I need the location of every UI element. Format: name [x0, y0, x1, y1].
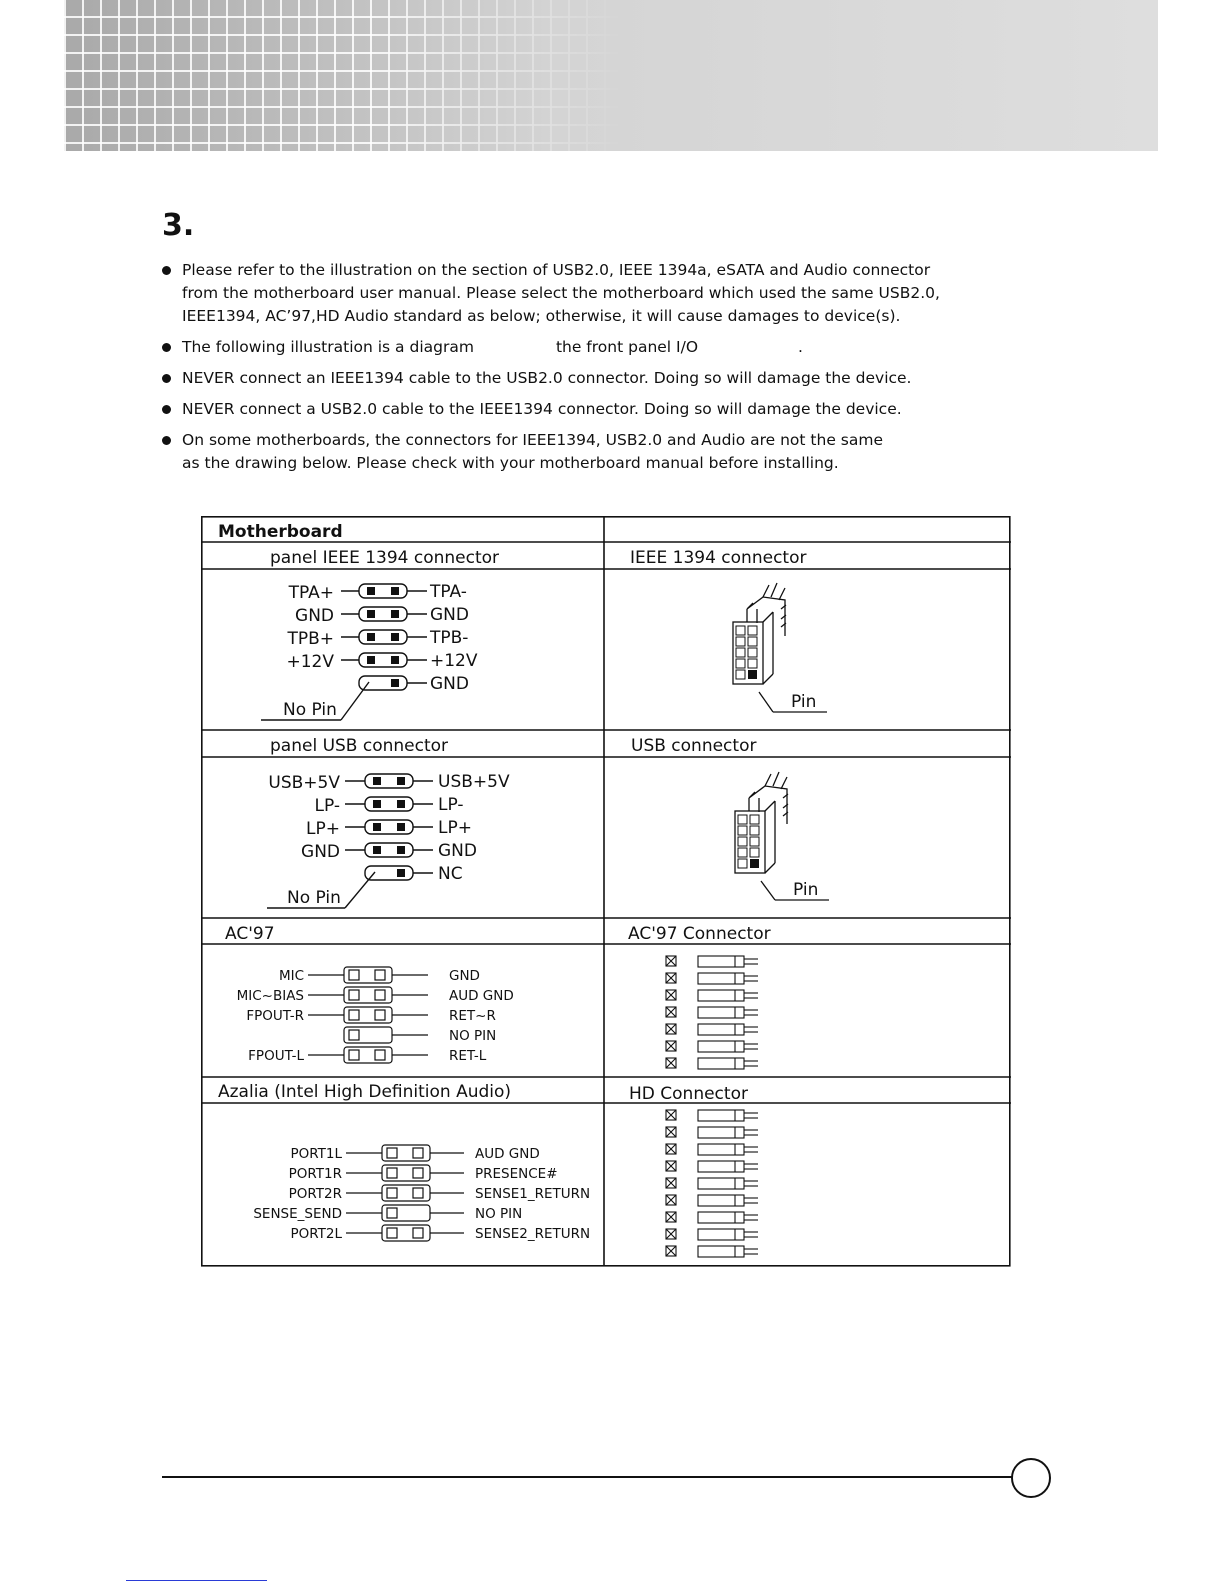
- bullet-text-part: .: [798, 338, 803, 356]
- bullet-text-line: Please refer to the illustration on the section of USB2.0, IEEE 1394a, eSATA and Audio connector: [182, 261, 931, 279]
- hd-right-title: HD Connector: [629, 1084, 748, 1104]
- ac97-pin-label: RET~R: [449, 1008, 496, 1024]
- hd-pin-label: PORT1R: [288, 1166, 342, 1182]
- ieee-pin-label: GND: [430, 605, 469, 625]
- ieee-right-title: IEEE 1394 connector: [630, 548, 807, 568]
- ieee-pin-label: +12V: [286, 652, 334, 672]
- bullet-icon: [162, 436, 171, 445]
- ac97-pin-header: [308, 967, 428, 1063]
- ac97-pin-label: FPOUT-L: [248, 1048, 304, 1064]
- ieee-left-title: panel IEEE 1394 connector: [270, 548, 500, 568]
- list-item: [162, 429, 1062, 475]
- table-header-left: Motherboard: [218, 522, 343, 542]
- ac97-pin-label: GND: [449, 968, 480, 984]
- ieee-pin-label: GND: [295, 606, 334, 626]
- usb-pin-label: NC: [438, 864, 463, 884]
- ac97-pin-label: MIC~BIAS: [236, 988, 304, 1004]
- bullet-text-line: as the drawing below. Please check with your motherboard manual before installing.: [182, 454, 839, 472]
- section-number: 3.: [162, 208, 195, 243]
- ieee-no-pin-label: No Pin: [283, 700, 337, 720]
- ieee-pin-label: TPB+: [287, 629, 334, 649]
- ac97-pin-label: RET-L: [449, 1048, 487, 1064]
- usb-no-pin-label: No Pin: [287, 888, 341, 908]
- ieee-pin-label: +12V: [430, 651, 478, 671]
- bottom-link-underline: [126, 1580, 267, 1581]
- usb-pin-label: LP-: [438, 795, 464, 815]
- list-item: [162, 398, 1062, 421]
- hd-pin-label: NO PIN: [475, 1206, 523, 1222]
- bullet-icon: [162, 343, 171, 352]
- hd-connector-icon: [666, 1110, 758, 1257]
- bullet-text-line: IEEE1394, AC’97,HD Audio standard as below; otherwise, it will cause damages to device(s).: [182, 307, 901, 325]
- ieee-pin-callout: Pin: [791, 692, 817, 712]
- hd-pin-label: PORT1L: [290, 1146, 342, 1162]
- ieee-pin-label: TPA-: [430, 582, 467, 602]
- list-item: [162, 367, 1062, 390]
- header-banner: [64, 0, 1158, 151]
- hd-left-title: Azalia (Intel High Definition Audio): [218, 1082, 512, 1102]
- ac97-pin-label: NO PIN: [449, 1028, 497, 1044]
- ac97-pin-label: FPOUT-R: [246, 1008, 304, 1024]
- list-item: [162, 259, 1062, 328]
- usb-pin-label: GND: [438, 841, 477, 861]
- ac97-pin-label: MIC: [278, 968, 304, 984]
- hd-pin-label: SENSE1_RETURN: [475, 1186, 591, 1202]
- bullet-icon: [162, 374, 171, 383]
- ieee-pin-label: TPA+: [288, 583, 334, 603]
- hd-pin-label: PORT2R: [288, 1186, 342, 1202]
- ieee-pin-label: GND: [430, 674, 469, 694]
- ac97-left-title: AC'97: [225, 924, 275, 944]
- bullet-icon: [162, 405, 171, 414]
- connector-table-drawing: [201, 516, 1011, 1268]
- ac97-connector-icon: [666, 956, 758, 1069]
- usb-pin-label: LP+: [438, 818, 472, 838]
- footer-rule: [162, 1476, 1012, 1478]
- usb-pin-label: LP-: [314, 796, 340, 816]
- bullet-text-line: NEVER connect an IEEE1394 cable to the USB2.0 connector. Doing so will damage the device.: [182, 369, 912, 387]
- list-item: [162, 336, 1062, 359]
- ac97-pin-label: AUD GND: [449, 988, 514, 1004]
- bullet-text-part: the front panel I/O: [555, 338, 699, 356]
- hd-pin-label: AUD GND: [475, 1146, 540, 1162]
- usb-right-title: USB connector: [631, 736, 757, 756]
- bullet-icon: [162, 266, 171, 275]
- usb-pin-label: USB+5V: [438, 772, 510, 792]
- bullet-text-part: The following illustration is a diagram: [182, 338, 474, 356]
- hd-pin-label: SENSE2_RETURN: [475, 1226, 591, 1242]
- hd-pin-label: PRESENCE#: [475, 1166, 558, 1182]
- hd-pin-header: [346, 1145, 464, 1241]
- hd-pin-label: PORT2L: [290, 1226, 342, 1242]
- usb-left-title: panel USB connector: [270, 736, 449, 756]
- bullet-text-line: NEVER connect a USB2.0 cable to the IEEE1394 connector. Doing so will damage the device.: [182, 400, 902, 418]
- connector-table: [201, 516, 1011, 1268]
- ac97-right-title: AC'97 Connector: [628, 924, 771, 944]
- ieee-pin-label: TPB-: [430, 628, 469, 648]
- hd-pin-label: SENSE_SEND: [253, 1206, 342, 1222]
- bullet-text-line: On some motherboards, the connectors for IEEE1394, USB2.0 and Audio are not the same: [182, 431, 883, 449]
- usb-pin-label: GND: [301, 842, 340, 862]
- bullet-text-line: from the motherboard user manual. Please select the motherboard which used the same USB2.0,: [182, 284, 940, 302]
- page-number-circle: [1011, 1458, 1051, 1498]
- usb-pin-label: USB+5V: [268, 773, 340, 793]
- instruction-list: [162, 259, 1062, 483]
- banner-grid-pattern: [64, 0, 624, 151]
- usb-pin-callout: Pin: [793, 880, 819, 900]
- usb-pin-label: LP+: [306, 819, 340, 839]
